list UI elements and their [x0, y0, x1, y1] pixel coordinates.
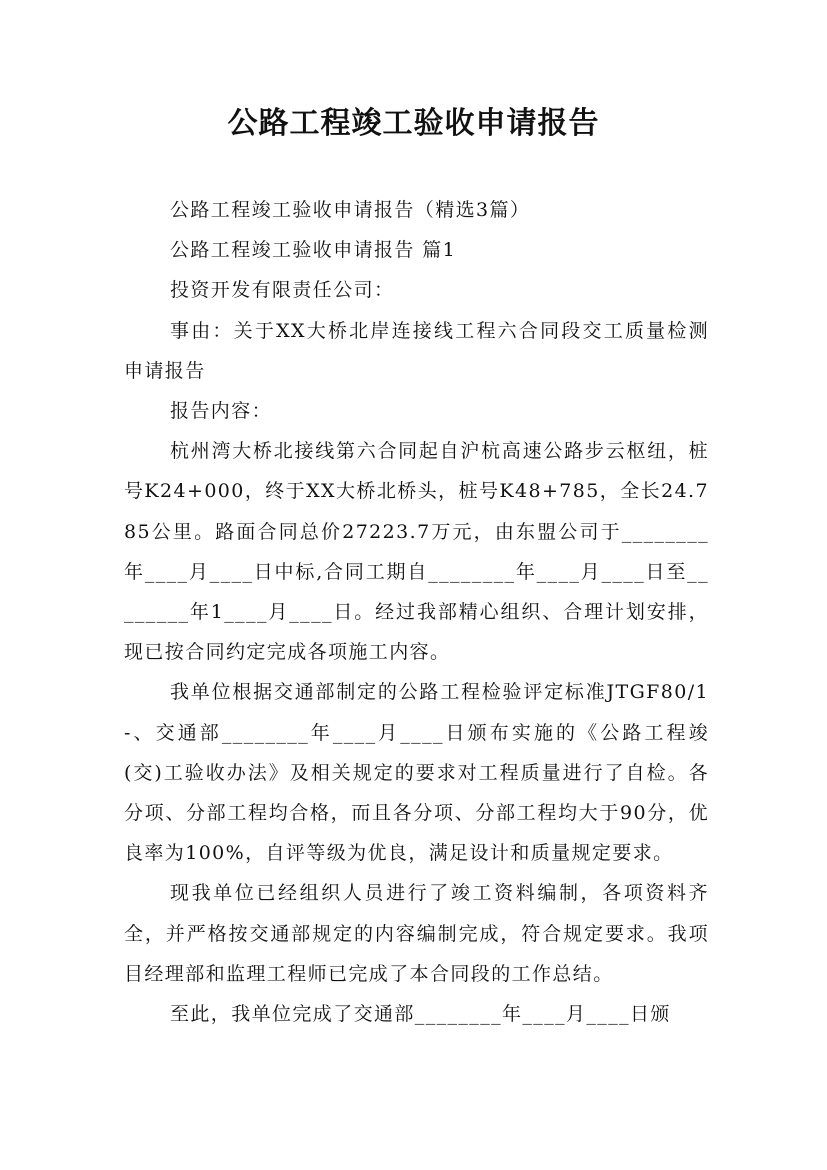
paragraph-subtitle: 公路工程竣工验收申请报告（精选3篇） — [170, 199, 531, 221]
paragraph-quality-check: 我单位根据交通部制定的公路工程检验评定标准JTGF80/1-、交通部________年____月____日颁布实施的《公路工程竣(交)工验收办法》及相关规定的要求对工程质量进行了自检。各分项、分部工程均合格，而且各分项、分部工程均大于90分，优良率为100%，自评等级为优良，满足设计和质量规定要求。 — [124, 681, 709, 865]
paragraph-project-overview: 杭州湾大桥北接线第六合同起自沪杭高速公路步云枢纽，桩号K24+000，终于XX大桥北桥头，桩号K48+785，全长24.785公里。路面合同总价27223.7万元，由东盟公司于________年____月____日中标,合同工期自________年____月____日至________年1____月____日。经过我部精心组织、合理计划安排，现已按合同约定完成各项施工内容。 — [124, 440, 709, 664]
paragraph-addressee: 投资开发有限责任公司： — [170, 279, 395, 302]
paragraph-subject: 事由：关于XX大桥北岸连接线工程六合同段交工质量检测申请报告 — [124, 319, 709, 382]
paragraph-conclusion: 至此，我单位完成了交通部________年____月____日颁 — [170, 1003, 671, 1026]
paragraph-content-label: 报告内容： — [170, 400, 273, 423]
document-title: 公路工程竣工验收申请报告 — [227, 106, 600, 141]
paragraph-section-heading: 公路工程竣工验收申请报告 篇1 — [170, 239, 457, 262]
document-body — [124, 190, 709, 1034]
paragraph-documentation: 现我单位已经组织人员进行了竣工资料编制，各项资料齐全，并严格按交通部规定的内容编制完成，符合规定要求。我项目经理部和监理工程师已完成了本合同段的工作总结。 — [124, 882, 709, 985]
